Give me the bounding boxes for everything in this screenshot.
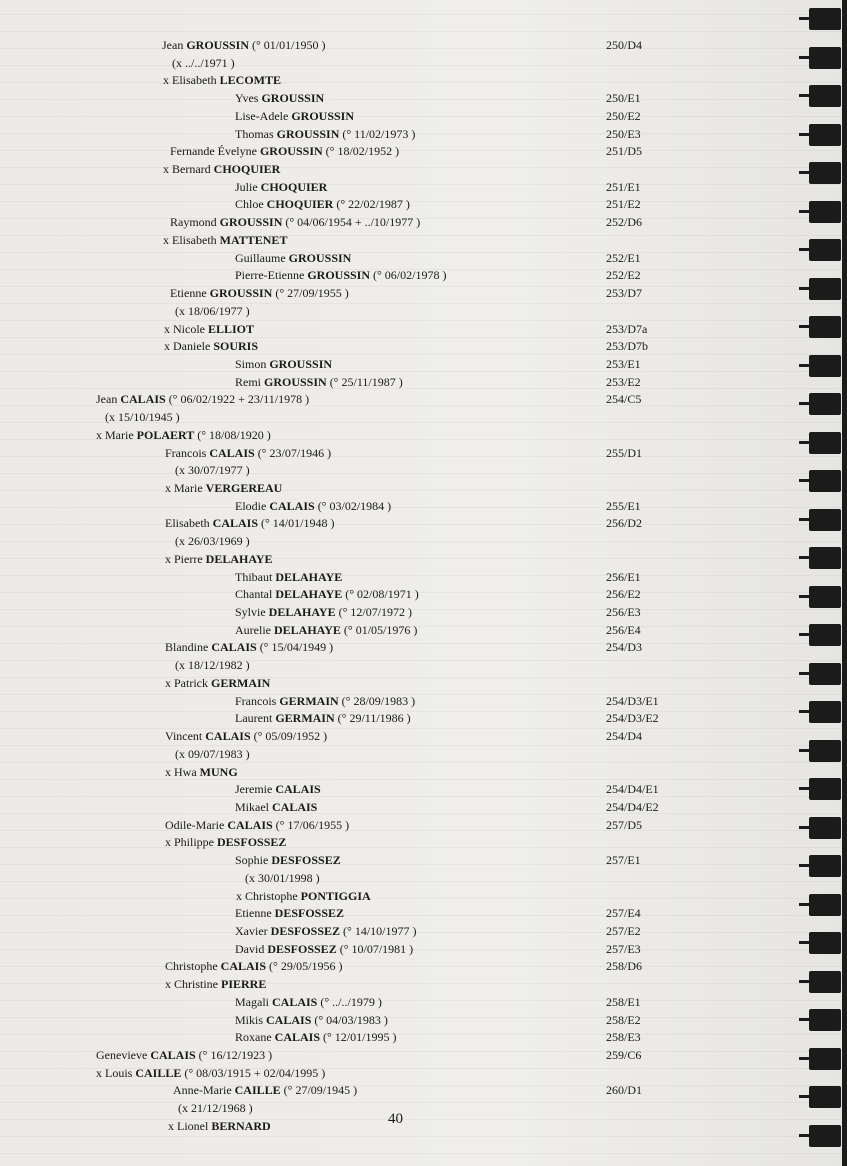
- entry-dates: (° 29/05/1956 ): [266, 959, 343, 973]
- entry-surname: GROUSSIN: [269, 357, 333, 371]
- entry-line: [170, 285, 349, 302]
- page-number: 40: [388, 1111, 403, 1127]
- entry-given-name: Jeremie: [235, 782, 276, 796]
- entry-reference-code: 252/D6: [606, 215, 642, 229]
- entry-given-name: Christophe: [165, 959, 221, 973]
- entry-given-name: Elisabeth: [165, 516, 213, 530]
- entry-surname: DESFOSSEZ: [271, 853, 341, 867]
- entry-surname: CALAIS: [272, 995, 318, 1009]
- entry-dates: (° 02/08/1971 ): [342, 587, 419, 601]
- entry-given-name: Raymond: [170, 215, 220, 229]
- binding-ring: [809, 8, 841, 30]
- entry-dates: (° 14/10/1977 ): [340, 924, 417, 938]
- entry-surname: CAILLE: [234, 1083, 281, 1097]
- entry-reference-code: 256/E4: [606, 623, 641, 637]
- entry-surname: GROUSSIN: [259, 144, 323, 158]
- entry-given-name: (x 21/12/1968 ): [178, 1101, 253, 1115]
- entry-dates: (° 04/03/1983 ): [311, 1013, 388, 1027]
- entry-given-name: Laurent: [235, 711, 276, 725]
- entry-reference-code: 259/C6: [606, 1048, 642, 1062]
- entry-reference-code: 253/E2: [606, 375, 641, 389]
- entry-reference-code: 255/E1: [606, 499, 641, 513]
- entry-dates: (° 03/02/1984 ): [314, 499, 392, 513]
- entry-surname: DELAHAYE: [273, 623, 341, 637]
- entry-given-name: x Elisabeth: [163, 73, 220, 87]
- entry-given-name: Guillaume: [235, 251, 289, 265]
- entry-surname: GERMAIN: [275, 711, 335, 725]
- entry-given-name: Odile-Marie: [165, 818, 228, 832]
- entry-given-name: Anne-Marie: [173, 1083, 235, 1097]
- entry-reference-code: 256/E2: [606, 587, 641, 601]
- binding-ring: [809, 740, 841, 762]
- entry-dates: (° 18/02/1952 ): [322, 144, 400, 158]
- entry-surname: PONTIGGIA: [300, 889, 371, 903]
- entry-reference-code: 250/E2: [606, 109, 641, 123]
- binding-ring: [809, 817, 841, 839]
- entry-dates: (° 11/02/1973 ): [339, 127, 416, 141]
- entry-line: [236, 888, 371, 905]
- entry-given-name: Remi: [235, 375, 264, 389]
- entry-line: [163, 232, 287, 249]
- entry-line: [235, 799, 317, 816]
- entry-given-name: Simon: [235, 357, 270, 371]
- entry-reference-code: 251/E2: [606, 197, 641, 211]
- entry-reference-code: 250/E3: [606, 127, 641, 141]
- entry-surname: CHOQUIER: [213, 162, 281, 176]
- entry-line: [235, 267, 446, 284]
- binding-ring: [809, 971, 841, 993]
- binding-ring: [809, 201, 841, 223]
- entry-given-name: x Lionel: [168, 1119, 212, 1133]
- entry-given-name: Chantal: [235, 587, 276, 601]
- entry-line: [235, 569, 342, 586]
- entry-reference-code: 258/E3: [606, 1030, 641, 1044]
- entry-line: [235, 710, 411, 727]
- entry-line: [235, 781, 321, 798]
- binding-ring: [809, 894, 841, 916]
- entry-line: [96, 391, 309, 408]
- entry-line: [165, 817, 349, 834]
- entry-surname: GERMAIN: [279, 694, 339, 708]
- entry-given-name: x Louis: [96, 1066, 136, 1080]
- entry-line: [165, 515, 334, 532]
- entry-given-name: Sophie: [235, 853, 272, 867]
- binding-ring: [809, 1009, 841, 1031]
- entry-dates: (° 28/09/1983 ): [338, 694, 416, 708]
- entry-line: [175, 533, 250, 550]
- entry-surname: CALAIS: [266, 1013, 312, 1027]
- entry-line: [96, 1047, 272, 1064]
- entry-given-name: Julie: [235, 180, 261, 194]
- entry-reference-code: 257/E2: [606, 924, 641, 938]
- entry-line: [165, 445, 331, 462]
- entry-given-name: x Pierre: [165, 552, 206, 566]
- entry-surname: CALAIS: [275, 782, 321, 796]
- entry-dates: (° 16/12/1923 ): [195, 1048, 273, 1062]
- entry-surname: GROUSSIN: [288, 251, 352, 265]
- binding-ring: [809, 1125, 841, 1147]
- entry-dates: (° 01/05/1976 ): [340, 623, 418, 637]
- binding-ring: [809, 932, 841, 954]
- entry-given-name: Jean: [96, 392, 121, 406]
- binding-ring: [809, 624, 841, 646]
- entry-line: [165, 958, 343, 975]
- entry-surname: CHOQUIER: [260, 180, 328, 194]
- entry-given-name: David: [235, 942, 268, 956]
- entry-line: [235, 941, 413, 958]
- entry-line: [175, 303, 250, 320]
- entry-reference-code: 253/D7a: [606, 322, 648, 336]
- entry-line: [165, 976, 266, 993]
- entry-dates: (° 06/02/1978 ): [370, 268, 447, 282]
- entry-reference-code: 260/D1: [606, 1083, 642, 1097]
- entry-given-name: Lise-Adele: [235, 109, 292, 123]
- entry-reference-code: 255/D1: [606, 446, 642, 460]
- entry-line: [235, 622, 417, 639]
- entry-given-name: Pierre-Etienne: [235, 268, 308, 282]
- entry-line: [235, 374, 403, 391]
- binding-ring: [809, 316, 841, 338]
- entry-given-name: Chloe: [235, 197, 267, 211]
- entry-line: [96, 1065, 325, 1082]
- entry-line: [168, 1118, 271, 1135]
- entry-surname: CALAIS: [274, 1030, 321, 1044]
- entry-dates: (° 06/02/1922 + 23/11/1978 ): [165, 392, 310, 406]
- entry-line: [96, 427, 271, 444]
- entry-given-name: Magali: [235, 995, 272, 1009]
- entry-surname: CALAIS: [227, 818, 273, 832]
- entry-reference-code: 254/D4: [606, 729, 642, 743]
- entry-surname: POLAERT: [136, 428, 195, 442]
- entry-surname: GROUSSIN: [276, 127, 340, 141]
- entry-given-name: Roxane: [235, 1030, 275, 1044]
- entry-surname: DESFOSSEZ: [270, 924, 341, 938]
- entry-surname: GROUSSIN: [291, 109, 354, 123]
- entry-surname: GROUSSIN: [186, 38, 250, 52]
- entry-line: [235, 905, 344, 922]
- entry-dates: (° 17/06/1955 ): [272, 818, 350, 832]
- entry-given-name: x Elisabeth: [163, 233, 220, 247]
- entry-line: [235, 126, 415, 143]
- entry-given-name: Yves: [235, 91, 262, 105]
- entry-dates: (° 12/07/1972 ): [335, 605, 413, 619]
- binding-ring: [809, 162, 841, 184]
- entry-given-name: Xavier: [235, 924, 271, 938]
- entry-given-name: x Marie: [165, 481, 206, 495]
- entry-dates: (° 27/09/1945 ): [280, 1083, 358, 1097]
- entry-line: [235, 1012, 388, 1029]
- entry-given-name: Francois: [165, 446, 210, 460]
- entry-surname: CALAIS: [205, 729, 251, 743]
- entry-dates: (° 29/11/1986 ): [334, 711, 411, 725]
- entry-given-name: x Christine: [165, 977, 221, 991]
- entry-line: [235, 250, 351, 267]
- entry-surname: BERNARD: [211, 1119, 271, 1133]
- binding-ring: [809, 778, 841, 800]
- entry-line: [163, 161, 280, 178]
- entry-line: [165, 551, 273, 568]
- entry-dates: (° 10/07/1981 ): [336, 942, 414, 956]
- entry-given-name: Etienne: [235, 906, 275, 920]
- entry-line: [235, 179, 327, 196]
- entry-given-name: x Nicole: [164, 322, 208, 336]
- entry-given-name: x Patrick: [165, 676, 211, 690]
- entry-line: [235, 196, 410, 213]
- entry-given-name: Blandine: [165, 640, 212, 654]
- entry-line: [178, 1100, 253, 1117]
- entry-surname: MUNG: [199, 765, 238, 779]
- entry-given-name: (x 18/06/1977 ): [175, 304, 250, 318]
- entry-surname: CALAIS: [209, 446, 255, 460]
- entry-line: [172, 55, 235, 72]
- binding-ring: [809, 855, 841, 877]
- entry-line: [235, 108, 354, 125]
- binding-ring: [809, 1048, 841, 1070]
- entry-dates: (° 27/09/1955 ): [272, 286, 349, 300]
- entry-dates: (° 15/04/1949 ): [256, 640, 334, 654]
- entry-line: [235, 693, 415, 710]
- spiral-binding: [801, 0, 847, 1166]
- entry-given-name: (x 30/07/1977 ): [175, 463, 250, 477]
- entry-line: [235, 498, 391, 515]
- entry-dates: (° 18/08/1920 ): [194, 428, 271, 442]
- entry-surname: CALAIS: [269, 499, 315, 513]
- entry-reference-code: 253/D7b: [606, 339, 648, 353]
- entry-surname: MATTENET: [219, 233, 288, 247]
- entry-reference-code: 257/D5: [606, 818, 642, 832]
- entry-surname: DESFOSSEZ: [274, 906, 345, 920]
- entry-dates: (° 25/11/1987 ): [326, 375, 403, 389]
- entry-surname: GROUSSIN: [219, 215, 283, 229]
- binding-ring: [809, 586, 841, 608]
- entry-surname: GROUSSIN: [264, 375, 327, 389]
- entry-reference-code: 256/E3: [606, 605, 641, 619]
- entry-reference-code: 258/E1: [606, 995, 641, 1009]
- entry-dates: (° 14/01/1948 ): [258, 516, 335, 530]
- entry-line: [175, 657, 250, 674]
- binding-ring: [809, 85, 841, 107]
- entry-reference-code: 250/E1: [606, 91, 641, 105]
- entry-line: [165, 764, 238, 781]
- entry-surname: DESFOSSEZ: [217, 835, 287, 849]
- entry-given-name: x Hwa: [165, 765, 200, 779]
- entry-given-name: (x 09/07/1983 ): [175, 747, 250, 761]
- binding-ring: [809, 1086, 841, 1108]
- entry-surname: CALAIS: [150, 1048, 196, 1062]
- entry-line: [175, 462, 250, 479]
- entry-given-name: Sylvie: [235, 605, 269, 619]
- entry-given-name: (x 30/01/1998 ): [245, 871, 320, 885]
- entry-reference-code: 254/D3: [606, 640, 642, 654]
- entry-surname: PIERRE: [221, 977, 267, 991]
- entry-reference-code: 254/D3/E2: [606, 711, 659, 725]
- entry-reference-code: 256/E1: [606, 570, 641, 584]
- entry-surname: GROUSSIN: [209, 286, 273, 300]
- entry-reference-code: 253/D7: [606, 286, 642, 300]
- entry-given-name: Mikael: [235, 800, 272, 814]
- entry-reference-code: 258/E2: [606, 1013, 641, 1027]
- entry-reference-code: 254/D3/E1: [606, 694, 659, 708]
- entry-line: [235, 90, 324, 107]
- entry-surname: CALAIS: [120, 392, 166, 406]
- entry-surname: LECOMTE: [219, 73, 281, 87]
- entry-line: [235, 356, 332, 373]
- entry-surname: VERGEREAU: [205, 481, 283, 495]
- entry-reference-code: 254/C5: [606, 392, 642, 406]
- entry-line: [165, 639, 333, 656]
- binding-ring: [809, 547, 841, 569]
- binding-edge: [842, 0, 847, 1166]
- binding-ring: [809, 239, 841, 261]
- entry-surname: GROUSSIN: [307, 268, 370, 282]
- entry-surname: DELAHAYE: [205, 552, 273, 566]
- entry-line: [105, 409, 180, 426]
- entry-given-name: Thomas: [235, 127, 277, 141]
- entry-reference-code: 254/D4/E2: [606, 800, 659, 814]
- entry-dates: (° 05/09/1952 ): [250, 729, 328, 743]
- entry-surname: SOURIS: [213, 339, 258, 353]
- entry-surname: CHOQUIER: [266, 197, 334, 211]
- entry-surname: CALAIS: [211, 640, 257, 654]
- entry-line: [170, 214, 420, 231]
- entry-surname: CALAIS: [212, 516, 259, 530]
- entry-line: [245, 870, 320, 887]
- entry-given-name: Vincent: [165, 729, 206, 743]
- binding-ring: [809, 432, 841, 454]
- binding-ring: [809, 47, 841, 69]
- entry-reference-code: 251/D5: [606, 144, 642, 158]
- entry-given-name: Mikis: [235, 1013, 267, 1027]
- entry-given-name: x Christophe: [236, 889, 301, 903]
- entry-given-name: (x 15/10/1945 ): [105, 410, 180, 424]
- entry-given-name: Genevieve: [96, 1048, 151, 1062]
- entry-line: [162, 37, 325, 54]
- entry-surname: DELAHAYE: [268, 605, 336, 619]
- entry-reference-code: 257/E1: [606, 853, 641, 867]
- entry-line: [173, 1082, 357, 1099]
- entry-given-name: Fernande Évelyne: [170, 144, 260, 158]
- entry-reference-code: 257/E3: [606, 942, 641, 956]
- entry-dates: (° 08/03/1915 + 02/04/1995 ): [181, 1066, 326, 1080]
- entry-reference-code: 250/D4: [606, 38, 642, 52]
- entry-surname: DELAHAYE: [275, 587, 343, 601]
- entry-line: [163, 72, 281, 89]
- entry-dates: (° 04/06/1954 + ../10/1977 ): [282, 215, 421, 229]
- entry-reference-code: 258/D6: [606, 959, 642, 973]
- entry-given-name: x Philippe: [165, 835, 218, 849]
- entry-line: [235, 994, 382, 1011]
- entry-surname: ELLIOT: [208, 322, 255, 336]
- entry-given-name: x Bernard: [163, 162, 214, 176]
- entry-line: [235, 923, 417, 940]
- binding-ring: [809, 509, 841, 531]
- entry-line: [165, 480, 282, 497]
- binding-ring: [809, 701, 841, 723]
- entry-given-name: Aurelie: [235, 623, 274, 637]
- entry-dates: (° ../../1979 ): [317, 995, 382, 1009]
- entry-surname: DESFOSSEZ: [267, 942, 337, 956]
- entry-line: [235, 586, 419, 603]
- binding-ring: [809, 393, 841, 415]
- binding-ring: [809, 663, 841, 685]
- entry-line: [164, 321, 254, 338]
- entry-line: [165, 675, 270, 692]
- entry-line: [165, 728, 327, 745]
- entry-given-name: Elodie: [235, 499, 270, 513]
- entry-dates: (° 22/02/1987 ): [333, 197, 410, 211]
- entry-line: [235, 604, 412, 621]
- entry-line: [165, 834, 286, 851]
- entry-reference-code: 252/E2: [606, 268, 641, 282]
- entry-given-name: Etienne: [170, 286, 210, 300]
- entry-reference-code: 252/E1: [606, 251, 641, 265]
- entry-line: [175, 746, 250, 763]
- entry-surname: CAILLE: [135, 1066, 182, 1080]
- entry-given-name: (x 18/12/1982 ): [175, 658, 250, 672]
- entry-surname: DELAHAYE: [275, 570, 343, 584]
- binding-ring: [809, 278, 841, 300]
- binding-ring: [809, 470, 841, 492]
- entry-given-name: Francois: [235, 694, 280, 708]
- entry-line: [235, 852, 341, 869]
- entry-reference-code: 253/E1: [606, 357, 641, 371]
- entry-dates: (° 01/01/1950 ): [249, 38, 326, 52]
- binding-ring: [809, 124, 841, 146]
- entry-given-name: x Daniele: [164, 339, 214, 353]
- entry-given-name: Jean: [162, 38, 187, 52]
- entry-surname: GERMAIN: [211, 676, 271, 690]
- entry-surname: CALAIS: [272, 800, 318, 814]
- entry-given-name: (x ../../1971 ): [172, 56, 235, 70]
- entry-surname: CALAIS: [220, 959, 267, 973]
- entry-reference-code: 251/E1: [606, 180, 641, 194]
- entry-reference-code: 257/E4: [606, 906, 641, 920]
- entry-dates: (° 12/01/1995 ): [320, 1030, 397, 1044]
- entry-line: [170, 143, 399, 160]
- entry-line: [235, 1029, 396, 1046]
- entry-reference-code: 256/D2: [606, 516, 642, 530]
- entry-given-name: (x 26/03/1969 ): [175, 534, 250, 548]
- entry-given-name: x Marie: [96, 428, 137, 442]
- binding-ring: [809, 355, 841, 377]
- entry-line: [164, 338, 258, 355]
- entry-given-name: Thibaut: [235, 570, 276, 584]
- entry-reference-code: 254/D4/E1: [606, 782, 659, 796]
- entry-surname: GROUSSIN: [261, 91, 325, 105]
- entry-dates: (° 23/07/1946 ): [254, 446, 332, 460]
